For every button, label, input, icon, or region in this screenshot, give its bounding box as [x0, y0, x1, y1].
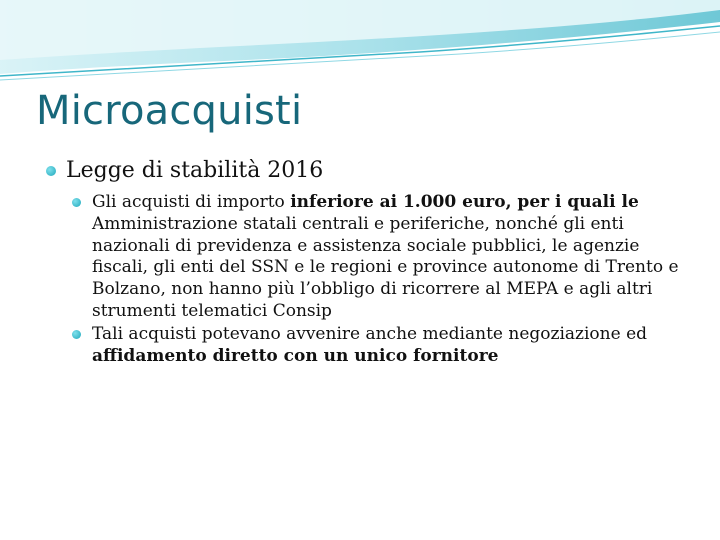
bullet-dot-icon: [46, 166, 56, 176]
bullet-level2-item: [70, 192, 694, 323]
slide-title: Microacquisti: [36, 88, 303, 134]
bullet-text: Gli acquisti di importo: [92, 192, 291, 212]
bullet-text: Tali acquisti potevano avvenire anche mediante negoziazione ed: [92, 323, 648, 344]
bullet-bold-text: inferiore ai 1.000 euro, per i quali le: [290, 192, 639, 212]
bullet-text: Amministrazione statali centrali e periferiche, nonché gli enti nazionali di previdenza e assistenza sociale pubblici, le agenzie fiscali, gli enti del SSN e le regioni e province autonome di Trento e Bolzano, non hanno più l’obbligo di ricorrere al MEPA e agli altri strumenti telematici Consip: [92, 213, 679, 321]
bullet-level1: [44, 156, 694, 186]
slide-content: [44, 156, 694, 367]
bullet-dot-icon: [72, 330, 81, 339]
bullet-dot-icon: [72, 198, 81, 207]
bullet-level2-item: [70, 324, 694, 368]
header-wave-decoration: [0, 0, 720, 90]
bullet-bold-text: affidamento diretto con un unico fornitore: [92, 345, 499, 366]
bullet-level1-text: Legge di stabilità 2016: [66, 158, 324, 183]
